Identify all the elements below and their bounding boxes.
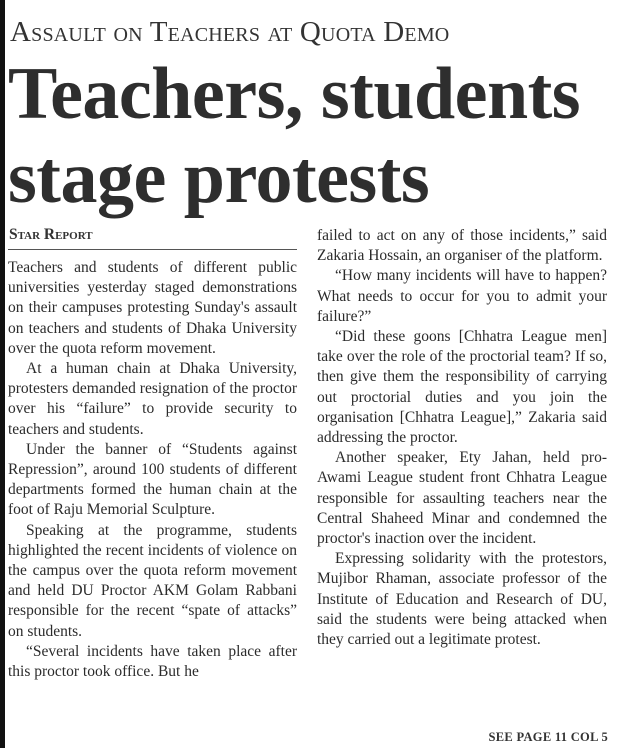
paragraph: Teachers and students of different public universities yesterday staged demonstrations on their campuses protesting Sunday's assault on teachers and students of Dhaka University over the quota reform movement. bbox=[8, 259, 297, 357]
paragraph: Expressing solidarity with the protestors, Mujibor Rhaman, associate professor of the Institute of Education and Research of DU, said the students were being attacked when they carried out a legitimate protest. bbox=[317, 550, 607, 649]
article-column-left bbox=[8, 258, 297, 682]
paragraph: Speaking at the programme, students highlighted the recent incidents of violence on the campus over the quota reform movement and held DU Proctor AKM Golam Rabbani responsible for the recent “spate of attacks” on students. bbox=[8, 521, 297, 640]
paragraph: “Several incidents have taken place after this proctor took office. But he bbox=[8, 642, 297, 681]
kicker-line: Assault on Teachers at Quota Demo bbox=[10, 16, 450, 48]
headline bbox=[8, 52, 618, 220]
paragraph: failed to act on any of those incidents,” said Zakaria Hossain, an organiser of the platform. bbox=[317, 227, 607, 265]
paragraph: “Did these goons [Chhatra League men] take over the role of the proctorial team? If so, then give them the responsibility of carrying out proctorial duties and you join the organisation [Chhatra League],” Zakaria said addressing the proctor. bbox=[317, 328, 607, 447]
paragraph: At a human chain at Dhaka University, protesters demanded resignation of the proctor over his “failure” to provide security to teachers and students. bbox=[8, 360, 297, 438]
article-column-right bbox=[317, 226, 607, 650]
page-edge-shadow bbox=[0, 0, 5, 748]
byline-divider bbox=[8, 249, 297, 250]
headline-line-2: stage protests bbox=[8, 137, 430, 219]
paragraph: Another speaker, Ety Jahan, held pro-Awami League student front Chhatra League responsible for assaulting teachers near the Central Shaheed Minar and condemned the proctor's inaction over the incident. bbox=[317, 449, 607, 548]
paragraph: Under the banner of “Students against Repression”, around 100 students of different departments formed the human chain at the foot of Raju Memorial Sculpture. bbox=[8, 440, 297, 519]
headline-line-1: Teachers, students bbox=[8, 53, 581, 135]
continuation-jump-line: SEE PAGE 11 COL 5 bbox=[488, 730, 608, 744]
byline: Star Report bbox=[9, 226, 93, 243]
paragraph: “How many incidents will have to happen? What needs to occur for you to admit your failure?” bbox=[317, 267, 607, 325]
